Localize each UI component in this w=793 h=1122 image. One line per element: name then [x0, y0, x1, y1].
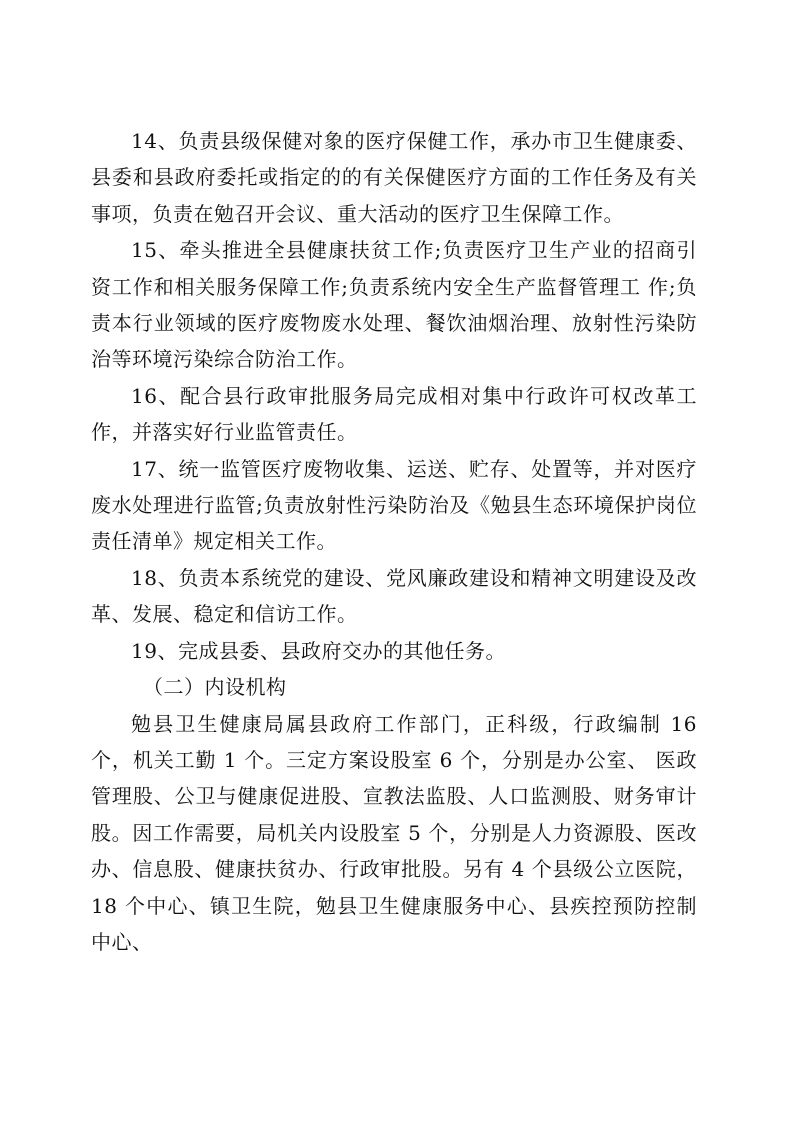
paragraph-item-16: 16、配合县行政审批服务局完成相对集中行政许可权改革工作，并落实好行业监管责任。 [91, 383, 697, 445]
paragraph-item-15: 15、牵头推进全县健康扶贫工作;负责医疗卫生产业的招商引资工作和相关服务保障工作;负责系统内安全生产监督管理工 作;负责本行业领域的医疗废物废水处理、餐饮油烟治理、放射性污染防治等环境污染综合防治工作。 [91, 238, 697, 372]
paragraph-item-17: 17、统一监管医疗废物收集、运送、贮存、处置等，并对医疗废水处理进行监管;负责放射性污染防治及《勉县生态环境保护岗位责任清单》规定相关工作。 [91, 456, 697, 554]
section-heading: （二）内设机构 [143, 675, 287, 700]
paragraph-item-18: 18、负责本系统党的建设、党风廉政建设和精神文明建设及改革、发展、稳定和信访工作。 [91, 565, 697, 627]
paragraph-item-14: 14、负责县级保健对象的医疗保健工作，承办市卫生健康委、县委和县政府委托或指定的的有关保健医疗方面的工作任务及有关事项，负责在勉召开会议、重大活动的医疗卫生保障工作。 [91, 129, 697, 226]
document-body [91, 123, 697, 960]
body-paragraph: 勉县卫生健康局属县政府工作部门，正科级，行政编制 16 个，机关工勤 1 个。三定方案设股室 6 个，分别是办公室、 医政管理股、公卫与健康促进股、宣教法监股、人口监测股、财务审计股。因工作需要，局机关内设股室 5 个，分别是人力资源股、医改办、信息股、健康扶贫办、行政审批股。另有 4 个县级公立医院，18 个中心、镇卫生院，勉县卫生健康服务中心、县疾控预防控制中心、 [91, 711, 697, 954]
paragraph-item-19: 19、完成县委、县政府交办的其他任务。 [131, 638, 506, 663]
